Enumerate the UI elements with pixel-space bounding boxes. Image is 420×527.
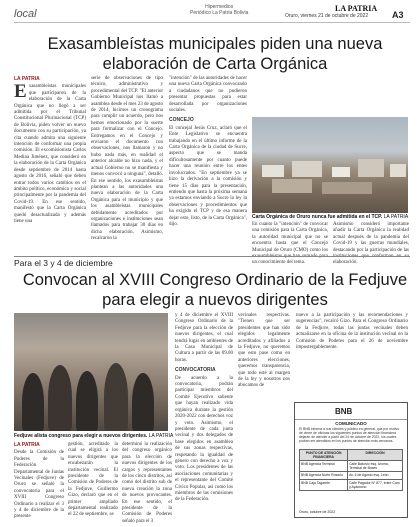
ad-footer: Oruro, octubre de 2022 (299, 510, 336, 514)
story2-headline: Convocan al XVIII Congreso Ordinario de la Fedjuve para elegir a nuevos dirigentes (22, 271, 408, 309)
story1-photo (252, 117, 408, 213)
story2-col-e (68, 442, 118, 524)
story1-col2-text: serie de observaciones de tipo técnico, administrativo y procedimental del TCP. "El anterior Gobierno Municipal nos llamó a asamblea desde el mes 23 de agosto de 2014, hicimos un cronograma para cumplir un acuerdo, pero nos hemos emocionado por la suerte para formalizar con el Concejo. Entregamos en el Concejo y enviaron el documento con observaciones, nos llamaron y no hubo nada más, en realidad el anterior alcalde no hizo nada, y el actual Gobierno no se manifiesta y menos convocó a ninguna", detalló. En ese sentido, los exasambleístas plantean a las autoridades una nueva elaboración de la Carta Orgánica para el municipio y que los asambleístas municipales debidamente acreditados por organizaciones e instituciones sean llamados para trabajar 30 días en dicha elaboración. Asimismo, recalcaron la (91, 76, 163, 242)
ad-title: COMUNICADO (295, 419, 407, 426)
story2-col-d-text: Desde la Comisión de Poderes de la Federación Departamental de Juntas Vecinales (Fedjuve) de Oruro se señaló la convocatoria para el XVIII Congreso Ordinario a realizar el 3 y 4 de diciembre de la presente (14, 450, 64, 520)
story2-caption-bold: Fedjuve alista congreso para elegir a nuevos dirigentes. (14, 433, 148, 439)
ad-row-address: Calle Pagador Nº 877, entre Caro y Ayacucho (348, 480, 403, 491)
table-row (300, 461, 403, 472)
story1-col2 (91, 76, 163, 254)
header-middle-line2: Periódico La Patria Bolivia (190, 10, 249, 16)
story2-caption-credit: LA PATRIA (148, 433, 174, 439)
story1-col3 (169, 76, 247, 254)
ad-row-name: BNB Agencia Terminal (300, 461, 348, 472)
story1-col5 (333, 222, 409, 266)
page-header (0, 0, 420, 24)
story2-byline: LA PATRIA (14, 442, 40, 448)
ad-row-name: BNB Caja Tagarete (300, 480, 348, 491)
ad-text: El BNB informa a sus clientes y público en general, que por motivo de cierre de oficinas los siguientes puntos de atención financiera dejarán de atender a partir del 24 de octubre de 2022, los cuales podrán ser atendidos en los puntos de atención más cercanos. (299, 427, 400, 443)
story2-col-d (14, 442, 64, 524)
story-divider (14, 256, 410, 257)
story2-photo-caption (14, 433, 174, 439)
bnb-advertisement (294, 402, 408, 518)
story1-headline: Exasambleístas municipales piden una nueva elaboración de Carta Orgánica (47, 35, 383, 73)
story1-col1-text: xasambleístas municipales que participaron de la elaboración de la Carta Orgánica que no llegó a ser admitida por el Tribunal Constitucional Plurinacional (TCP) de Bolivia, piden volver un nuevo documento con su participación, ya cita cuando admita una siguiente intención de conformar una propia comisión. El excomisionista Carlos Medina Jiménez, que consideró en la elaboración de la Carta Orgánica desde septiembre de 2014 hasta agosto de 2016, señaló que deben entrar todos varios cambios en el ámbito político, económico y social principalmente por la pandemia del Covid-19. En ese sentido, manifestó que la Carta Orgánica quedó desactualizada y además tiene una (14, 84, 86, 224)
story1-col4-text: En cuanto la "intención" de convocar una comisión para la Carta Orgánica, la autoridad municipal que no se encuentra hasta que el Concejo Municipal de Oruro (CMO) como los un conocimiento del tema. (252, 222, 328, 266)
story1-drop-cap: E (14, 81, 27, 103)
bnb-logo: BNB (335, 407, 353, 416)
story2-col-f (122, 442, 172, 524)
ad-table (299, 449, 403, 491)
story1-col3-text: "intención" de las autoridades de hacer una nueva Carta Orgánica convocando a ciudadanos que no pudieron presentar propuestas para estar desarrollada por organizaciones sociales. (169, 76, 247, 114)
story1-byline: LA PATRIA (14, 76, 40, 82)
story2-col-b-text: vecinales respectivas. "Tienen que ser presidentes que han sido elegidos legalmente acreditados y afiliados a la Fedjuve, no queremos que esto pase como en anteriores elecciones, queremos transparencia, que todo esté al margen de la ley y nosotros nos abocamos de (238, 313, 290, 389)
story1-col3b-text: El concejal Jesús Cruz, aclaró que el Ente Legislativo se encuentra trabajando en el último informe de la Carta Orgánica de la ciudad de Sucre, aspecto que se manda dificultosamente por cuanto puede hacer una reunión entre los entes involucrados. "En septiembre ya se hizo la derivación a la comisión y tiene 15 días para la presentación, entiendo que hasta la próxima semana ya estamos enviando a Sucre la ley la observaciones y procedimientos que ha exigido el TCP y de esa manera dejar esto, listo, de la Carta Orgánica", dijo. (169, 125, 247, 227)
story2-subhead: CONVOCATORIA (175, 367, 216, 374)
story2-col-e-text: gestión, acreditado la cual se eligirá a los nuevos dirigentes que encabezarán la institución vecinal. El presidente de la Comisión de Poderes de la Fedjuve, Guillermo Gizo, declaró que en el primer ampliado departamental realizado el 22 de septiembre, se (68, 442, 118, 518)
story1-caption-bold: Carta Orgánica de Oruro nunca fue admitida en el TCP. (252, 214, 383, 220)
story2-col-c (296, 313, 408, 399)
ad-row-address: Av. 6 de Agosto esq. León (348, 472, 403, 480)
story2-col-b (238, 313, 290, 399)
story1-caption-credit: LA PATRIA (383, 214, 409, 220)
story1-col4 (252, 222, 328, 266)
story2-col-c-text: nuevo a la participación y las recomendaciones y sugerencias", recalcó Gizo. Para el Congreso Ordinario de la Fedjuve, todas las juntas vecinales deben actualizarse en la oficina de la institución vecinal en la Comisión de Poderes para el 26 de noviembre impostergablemente. (296, 313, 408, 351)
story2-photo (14, 313, 168, 431)
ad-table-header (300, 450, 403, 461)
ad-col2-header: DIRECCIÓN (348, 450, 403, 461)
story1-subhead: CONCEJO (169, 117, 194, 124)
story1-photo-caption (252, 214, 412, 220)
story2-kicker: Para el 3 y 4 de diciembre (14, 258, 113, 268)
table-row (300, 472, 403, 480)
header-divider (14, 22, 410, 23)
section-label: local (14, 8, 37, 20)
story1-col5-text: Asimismo consideró importante añadir la Carta Orgánica la realidad actual después de la pandemia del Covid-19 y las guerras mundiales, destacando por la participación de las elaboración. (333, 222, 409, 266)
header-middle-line1: Hipermedios (205, 4, 234, 10)
story2-col-a2-text: De acuerdo a la convocatoria, podrán participar miembros del Comité Ejecutivo saliente que hayan realizado vida orgánica durante la gestión 2020-2022 con derechos voz y voto. Asimismo, el presidente de cada junta vecinal y dos delegados de base elegidos en asamblea de sus zonas respectivas, respetando la igualdad de género con derecho a voz y voto. Los presidentes de las asociaciones comunitarias y el representante del Comité Cívico Popular, así como los miembros de las comisiones de la Federación. (175, 375, 233, 503)
story1-col1 (14, 76, 86, 254)
table-row (300, 480, 403, 491)
header-middle (190, 4, 248, 16)
story2-col-f-text: determinó la realización del congreso orgánico para la elección de nuevos dirigentes de los cargos y representantes de los cinco distritos, así como del distrito sub de nueva creación la zona de nuevos provocantes. En ese sentido, el presidente de la Comisión de Poderes señaló para el 3 (122, 442, 172, 524)
header-date: Oruro, viernes 21 de octubre de 2022 (285, 13, 369, 19)
page-number: A3 (392, 10, 404, 20)
ad-row-name: BNB Agencia Norte Rosario (300, 472, 348, 480)
story2-col-a-text: y 4 de diciembre el XVIII Congreso Ordinario de la Fedjuve para la elección de nuevos dirigentes, el cual tendrá lugar en ambientes de la Casa Municipal de Cultura a partir de las 09.00 horas. (175, 313, 233, 363)
ad-row-address: Calle Bakovic esq. Aroma, Terminal de Buses (348, 461, 403, 472)
story2-col-a (175, 313, 233, 521)
newspaper-logo: LA PATRIA (335, 4, 378, 13)
ad-col1-header: PUNTO DE ATENCIÓN FINANCIERA (300, 450, 348, 461)
